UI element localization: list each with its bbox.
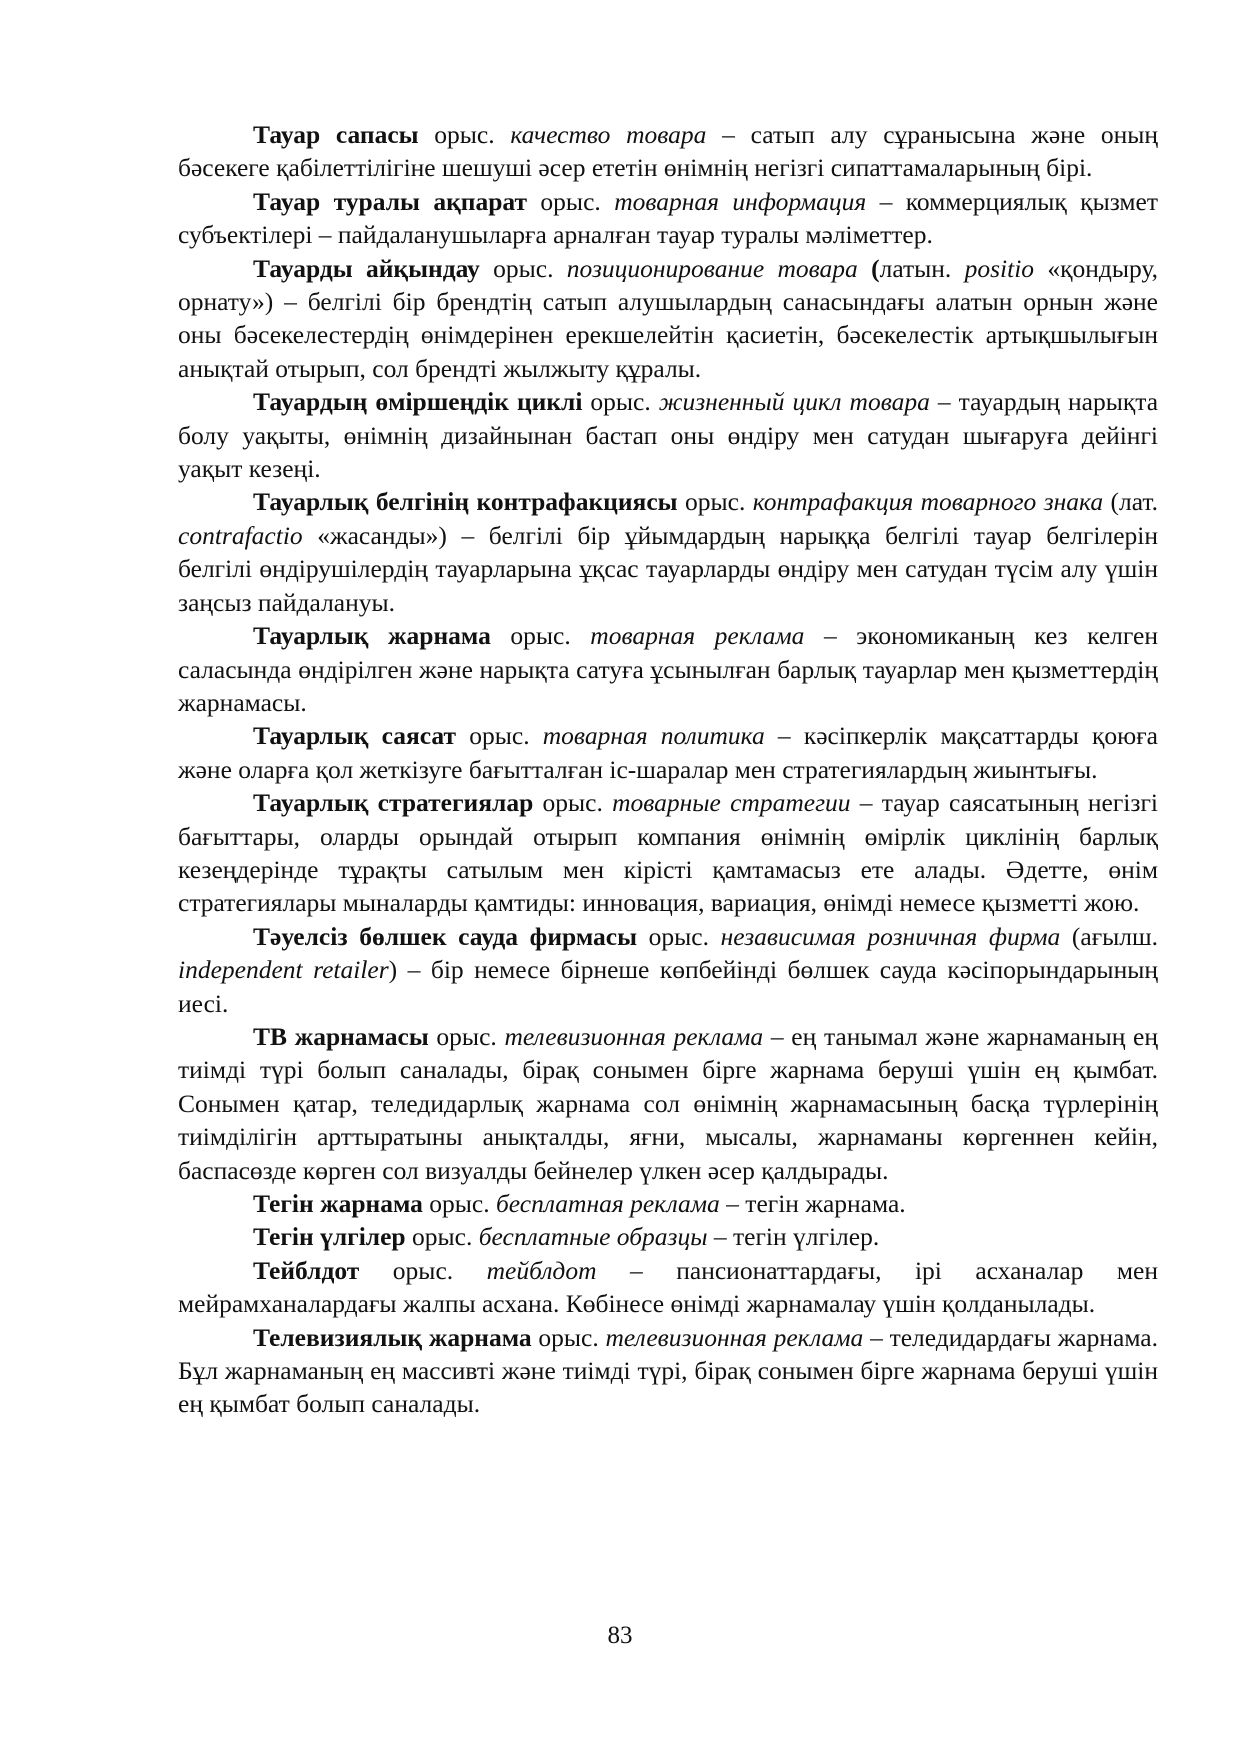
entry-origin-ref: латын. xyxy=(879,253,965,283)
glossary-entry xyxy=(178,920,1158,1020)
glossary-entry xyxy=(178,719,1158,786)
glossary-entry xyxy=(178,619,1158,719)
page-number: 83 xyxy=(607,1622,633,1649)
glossary-entry xyxy=(178,485,1158,619)
entry-origin-word: positio xyxy=(964,253,1035,283)
entry-term: Тауар туралы ақпарат xyxy=(253,186,528,216)
entry-definition: – экономиканың кез келген саласында өндірілген және нарықта сатуға ұсынылған барлық тауарлар мен қызметтердің жарнамасы. xyxy=(178,621,1158,717)
document-body xyxy=(178,118,1158,1421)
entry-definition: – тауардың нарықта болу уақыты, өнімнің дизайнынан бастап оны өндіру мен сатудан шығаруға дейінгі уақыт кезеңі. xyxy=(178,387,1159,484)
entry-definition: – тегін үлгілер. xyxy=(707,1222,880,1252)
entry-origin-word: contrafactio xyxy=(178,520,303,550)
entry-language-ref: орыс. xyxy=(359,1255,487,1285)
entry-origin-ref: (ағылш. xyxy=(1060,921,1159,951)
glossary-entry xyxy=(178,185,1158,252)
entry-definition: – сатып алу сұранысына және оның бәсекеге қабілеттілігіне шешуші әсер ететін өнімнің негізгі сипаттамаларының бірі. xyxy=(178,120,1159,183)
entry-russian-term: телевизионная реклама xyxy=(605,1322,864,1352)
entry-language-ref: орыс. xyxy=(456,721,543,751)
entry-definition: – теледидардағы жарнама. Бұл жарнаманың ең массивті және тиімді түрі, бірақ сонымен бірге жарнама беруші үшін ең қымбат болып саналады. xyxy=(178,1322,1159,1419)
entry-russian-term: независимая розничная фирма xyxy=(720,921,1061,951)
entry-term: Тауарды айқындау xyxy=(253,253,480,283)
glossary-entry xyxy=(178,385,1158,485)
entry-russian-term: товарные стратегии xyxy=(612,788,851,818)
glossary-entry xyxy=(178,1187,1158,1220)
entry-definition: ) – бір немесе бірнеше көпбейінді бөлшек сауда кәсіпорындарының иесі. xyxy=(178,955,1158,1018)
entry-term: Тегін үлгілер xyxy=(253,1222,406,1252)
entry-term: Тегін жарнама xyxy=(253,1189,423,1218)
entry-russian-term: товарная информация xyxy=(614,186,867,216)
glossary-entry xyxy=(178,252,1158,386)
entry-language-ref: орыс. xyxy=(533,788,613,818)
entry-russian-term: жизненный цикл товара xyxy=(658,387,930,417)
entry-language-ref: орыс. xyxy=(479,253,567,283)
entry-language-ref: орыс. xyxy=(527,186,615,216)
entry-russian-term: телевизионная реклама xyxy=(504,1021,764,1051)
entry-origin-ref: (лат. xyxy=(1103,487,1159,517)
entry-definition: – коммерциялық қызмет субъектілері – пайдаланушыларға арналған тауар туралы мәліметтер. xyxy=(178,186,1159,250)
entry-russian-term: товарная политика xyxy=(542,721,765,751)
entry-russian-term: качество товара xyxy=(510,120,707,149)
entry-language-ref: орыс. xyxy=(422,1189,496,1218)
entry-russian-term: бесплатные образцы xyxy=(478,1222,708,1252)
entry-russian-term: позиционирование товара xyxy=(566,253,858,283)
entry-term: Тауар сапасы xyxy=(253,120,419,149)
entry-russian-term: тейблдот xyxy=(486,1255,597,1285)
glossary-entry xyxy=(178,118,1158,185)
entry-definition: – тауар саясатының негізгі бағыттары, оларды орындай отырып компания өнімнің өмірлік циклінің барлық кезеңдерінде тұрақты сатылым мен кірісті қамтамасыз ете алады. Әдетте, өнім стратегиялары мыналарды қамтиды: инновация, вариация, өнімді немесе қызметті жою. xyxy=(178,788,1158,918)
entry-language-ref: орыс. xyxy=(418,120,511,149)
entry-term: Тауардың өміршеңдік циклі xyxy=(253,387,583,417)
entry-term: Тауарлық белгінің контрафакциясы xyxy=(253,487,678,517)
entry-language-ref: орыс. xyxy=(531,1322,606,1352)
glossary-entry xyxy=(178,1020,1158,1187)
entry-definition: – ең танымал және жарнаманың ең тиімді түрі болып саналады, бірақ сонымен бірге жарнама беруші үшін ең қымбат. Сонымен қатар, теледидарлық жарнама сол өнімнің жарнамасының басқа түрлерінің тиімділігін арттыратыны анықталды, яғни, мысалы, жарнаманы көргеннен кейін, баспасөзде көрген сол визуалды бейнелер үлкен әсер қалдырады. xyxy=(178,1021,1158,1185)
entry-definition: – кәсіпкерлік мақсаттарды қоюға және оларға қол жеткізуге бағытталған іс-шаралар мен стратегиялардың жиынтығы. xyxy=(178,721,1159,784)
entry-term: Тауарлық саясат xyxy=(253,721,457,751)
entry-definition: – пансионаттардағы, ірі асханалар мен мейрамханалардағы жалпы асхана. Көбінесе өнімді жарнамалау үшін қолданылады. xyxy=(178,1255,1158,1319)
glossary-entry xyxy=(178,786,1158,920)
glossary-entry xyxy=(178,1254,1158,1321)
entry-definition: «жасанды») – белгілі бір ұйымдардың нарыққа белгілі тауар белгілерін белгілі өндірушілердің тауарларына ұқсас тауарларды өндіру мен сатудан түсім алу үшін заңсыз пайдалануы. xyxy=(178,520,1158,617)
entry-russian-term: бесплатная реклама xyxy=(495,1189,720,1218)
entry-definition: «қондыру, орнату») – белгілі бір брендтің сатып алушылардың санасындағы алатын орнын және оны бәсекелестердің өнімдерінен ерекшелейтін қасиетін, бәсекелестік артықшылығын анықтай отырып, сол брендті жылжыту құралы. xyxy=(178,253,1158,383)
entry-definition: – тегін жарнама. xyxy=(719,1189,906,1218)
entry-language-ref: орыс. xyxy=(405,1222,479,1252)
entry-term: Тәуелсіз бөлшек сауда фирмасы xyxy=(253,921,637,951)
entry-russian-term: контрафакция товарного знака xyxy=(752,487,1104,517)
entry-term: ТВ жарнамасы xyxy=(253,1021,429,1051)
entry-language-ref: орыс. xyxy=(637,921,721,951)
entry-term: Тауарлық стратегиялар xyxy=(253,788,534,818)
entry-language-ref: орыс. xyxy=(677,487,753,517)
entry-language-ref: орыс. xyxy=(490,621,591,651)
entry-russian-term: товарная реклама xyxy=(590,621,805,651)
entry-language-ref: орыс. xyxy=(582,387,659,417)
entry-origin-word: independent retailer xyxy=(178,955,389,985)
entry-term: Телевизиялық жарнама xyxy=(253,1322,532,1352)
glossary-entry xyxy=(178,1321,1158,1421)
glossary-entry xyxy=(178,1220,1158,1253)
entry-term: Тауарлық жарнама xyxy=(253,621,491,651)
entry-term: Тейблдот xyxy=(253,1255,360,1285)
entry-open-paren: ( xyxy=(857,253,880,283)
entry-language-ref: орыс. xyxy=(428,1021,505,1051)
